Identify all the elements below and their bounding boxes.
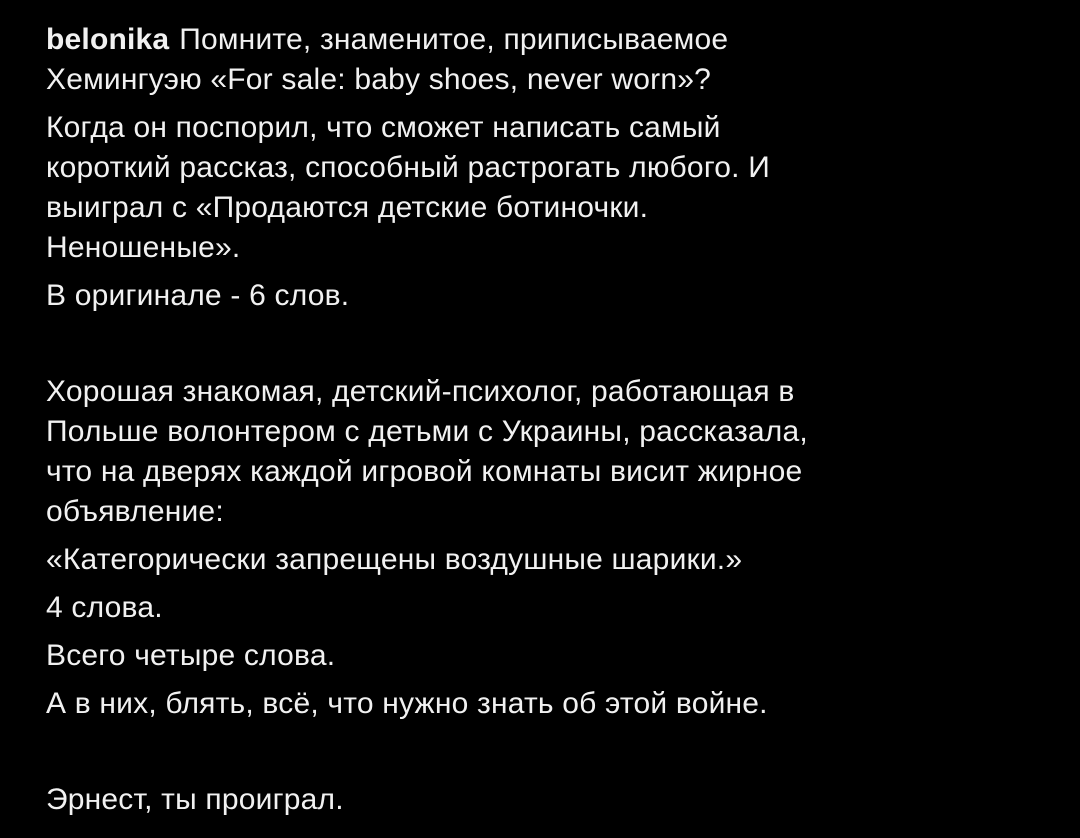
- caption-text: Помните, знаменитое, приписываемое: [179, 23, 729, 56]
- caption-line: В оригинале - 6 слов.: [46, 279, 350, 312]
- caption-line: выиграл с «Продаются детские ботиночки.: [46, 191, 649, 224]
- caption-line: «Категорически запрещены воздушные шарики.»: [46, 543, 743, 576]
- caption-line: [46, 20, 1036, 60]
- caption-line: Неношеные».: [46, 231, 241, 264]
- caption-line: 4 слова.: [46, 591, 163, 624]
- caption-line: Когда он поспорил, что сможет написать самый: [46, 111, 721, 144]
- caption-line: Хемингуэю «For sale: baby shoes, never worn»?: [46, 63, 712, 96]
- caption-line: короткий рассказ, способный растрогать любого. И: [46, 151, 771, 184]
- caption-line: Всего четыре слова.: [46, 639, 336, 672]
- caption-line: объявление:: [46, 495, 224, 528]
- caption-line: Эрнест, ты проиграл.: [46, 783, 344, 816]
- caption-line: А в них, блять, всё, что нужно знать об этой войне.: [46, 687, 768, 720]
- username-link[interactable]: belonika: [46, 23, 170, 56]
- caption-line: Хорошая знакомая, детский-психолог, работающая в: [46, 375, 795, 408]
- caption-line: что на дверях каждой игровой комнаты висит жирное: [46, 455, 803, 488]
- caption-line: Польше волонтером с детьми с Украины, рассказала,: [46, 415, 808, 448]
